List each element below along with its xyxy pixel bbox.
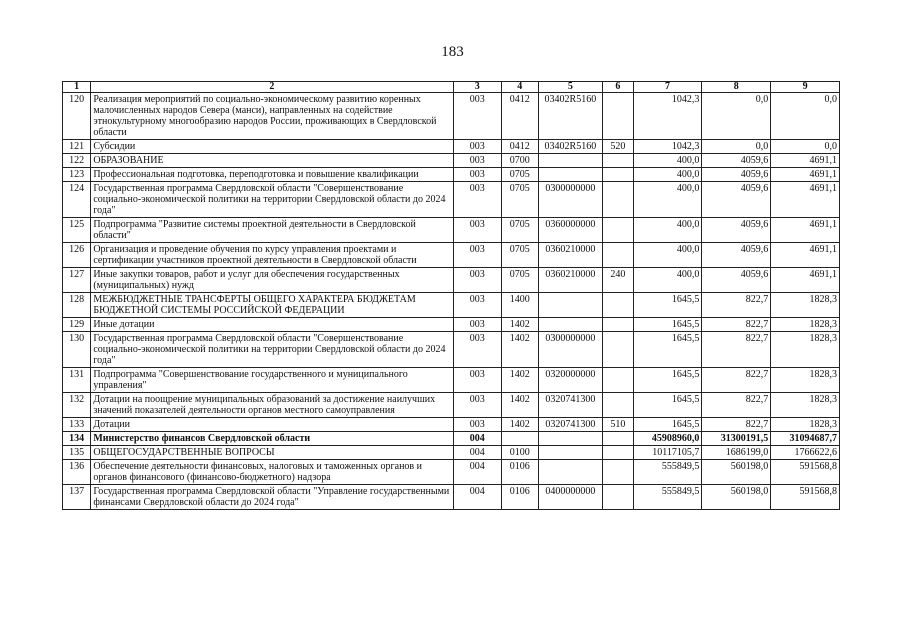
row-name-cell: ОБРАЗОВАНИЕ [91, 154, 453, 168]
amount-2023-cell: 822,7 [702, 418, 771, 432]
amount-2024-cell: 591568,8 [771, 460, 840, 485]
table-body [63, 93, 840, 510]
expense-type-cell [603, 393, 633, 418]
column-header: 1 [63, 82, 91, 93]
section-code-cell: 0100 [502, 446, 538, 460]
amount-2024-cell: 4691,1 [771, 218, 840, 243]
row-number-cell: 136 [63, 460, 91, 485]
row-number-cell: 134 [63, 432, 91, 446]
amount-2023-cell: 4059,6 [702, 268, 771, 293]
column-header: 8 [702, 82, 771, 93]
target-article-cell: 0320741300 [538, 393, 603, 418]
expense-type-cell [603, 293, 633, 318]
row-name-cell: Субсидии [91, 140, 453, 154]
expense-type-cell [603, 432, 633, 446]
amount-2023-cell: 31300191,5 [702, 432, 771, 446]
amount-2023-cell: 560198,0 [702, 485, 771, 510]
ministry-code-cell: 003 [453, 140, 502, 154]
amount-2023-cell: 4059,6 [702, 218, 771, 243]
expense-type-cell: 520 [603, 140, 633, 154]
target-article-cell [538, 432, 603, 446]
target-article-cell: 0400000000 [538, 485, 603, 510]
row-name-cell: Дотации [91, 418, 453, 432]
ministry-code-cell: 003 [453, 218, 502, 243]
ministry-code-cell: 004 [453, 485, 502, 510]
amount-2024-cell: 1828,3 [771, 393, 840, 418]
amount-2022-cell: 400,0 [633, 154, 702, 168]
amount-2023-cell: 4059,6 [702, 182, 771, 218]
target-article-cell: 0320000000 [538, 368, 603, 393]
target-article-cell [538, 168, 603, 182]
row-name-cell: МЕЖБЮДЖЕТНЫЕ ТРАНСФЕРТЫ ОБЩЕГО ХАРАКТЕРА БЮДЖЕТАМ БЮДЖЕТНОЙ СИСТЕМЫ РОССИЙСКОЙ ФЕДЕРАЦИИ [91, 293, 453, 318]
amount-2024-cell: 1828,3 [771, 332, 840, 368]
row-name-cell: Государственная программа Свердловской области "Совершенствование социально-экономической политики на территории Свердловской области до 2024 года" [91, 182, 453, 218]
amount-2023-cell: 4059,6 [702, 154, 771, 168]
amount-2024-cell: 591568,8 [771, 485, 840, 510]
expense-type-cell [603, 446, 633, 460]
section-code-cell: 0412 [502, 140, 538, 154]
amount-2022-cell: 555849,5 [633, 460, 702, 485]
section-code-cell: 1402 [502, 418, 538, 432]
column-header: 4 [502, 82, 538, 93]
row-number-cell: 132 [63, 393, 91, 418]
amount-2023-cell: 4059,6 [702, 168, 771, 182]
ministry-code-cell: 004 [453, 460, 502, 485]
amount-2024-cell: 4691,1 [771, 243, 840, 268]
target-article-cell: 0360210000 [538, 268, 603, 293]
target-article-cell [538, 154, 603, 168]
row-name-cell: Организация и проведение обучения по курсу управления проектами и сертификации участников проектной деятельности в Свердловской области [91, 243, 453, 268]
expense-type-cell [603, 332, 633, 368]
row-number-cell: 135 [63, 446, 91, 460]
ministry-code-cell: 003 [453, 293, 502, 318]
column-header: 6 [603, 82, 633, 93]
amount-2024-cell: 1766622,6 [771, 446, 840, 460]
table-row [63, 393, 840, 418]
amount-2023-cell: 560198,0 [702, 460, 771, 485]
amount-2024-cell: 0,0 [771, 140, 840, 154]
row-number-cell: 131 [63, 368, 91, 393]
amount-2023-cell: 4059,6 [702, 243, 771, 268]
table-row [63, 293, 840, 318]
ministry-code-cell: 003 [453, 243, 502, 268]
row-name-cell: Дотации на поощрение муниципальных образований за достижение наилучших значений показателей деятельности органов местного самоуправления [91, 393, 453, 418]
section-code-cell: 0106 [502, 485, 538, 510]
row-number-cell: 137 [63, 485, 91, 510]
amount-2023-cell: 822,7 [702, 293, 771, 318]
row-number-cell: 126 [63, 243, 91, 268]
target-article-cell [538, 460, 603, 485]
amount-2022-cell: 1042,3 [633, 93, 702, 140]
amount-2022-cell: 1645,5 [633, 368, 702, 393]
table-row [63, 218, 840, 243]
row-number-cell: 128 [63, 293, 91, 318]
amount-2023-cell: 0,0 [702, 93, 771, 140]
amount-2024-cell: 1828,3 [771, 418, 840, 432]
amount-2024-cell: 0,0 [771, 93, 840, 140]
page-number: 183 [441, 44, 464, 60]
amount-2023-cell: 822,7 [702, 393, 771, 418]
target-article-cell: 0360000000 [538, 218, 603, 243]
target-article-cell: 03402R5160 [538, 93, 603, 140]
table-row [63, 93, 840, 140]
amount-2024-cell: 1828,3 [771, 368, 840, 393]
amount-2023-cell: 0,0 [702, 140, 771, 154]
expense-type-cell [603, 318, 633, 332]
row-name-cell: Обеспечение деятельности финансовых, налоговых и таможенных органов и органов финансового (финансово-бюджетного) надзора [91, 460, 453, 485]
row-name-cell: Подпрограмма "Развитие системы проектной деятельности в Свердловской области" [91, 218, 453, 243]
row-number-cell: 124 [63, 182, 91, 218]
column-header: 7 [633, 82, 702, 93]
section-code-cell: 0705 [502, 168, 538, 182]
ministry-code-cell: 003 [453, 332, 502, 368]
table-row [63, 485, 840, 510]
expense-type-cell: 510 [603, 418, 633, 432]
table-row [63, 332, 840, 368]
amount-2022-cell: 1645,5 [633, 293, 702, 318]
row-name-cell: Иные закупки товаров, работ и услуг для обеспечения государственных (муниципальных) нужд [91, 268, 453, 293]
amount-2022-cell: 1042,3 [633, 140, 702, 154]
amount-2024-cell: 1828,3 [771, 318, 840, 332]
row-number-cell: 130 [63, 332, 91, 368]
amount-2022-cell: 1645,5 [633, 332, 702, 368]
expense-type-cell [603, 218, 633, 243]
section-code-cell: 1400 [502, 293, 538, 318]
column-header: 2 [91, 82, 453, 93]
table-row [63, 318, 840, 332]
amount-2023-cell: 1686199,0 [702, 446, 771, 460]
section-code-cell: 1402 [502, 368, 538, 393]
table-row [63, 368, 840, 393]
table-row [63, 432, 840, 446]
table-row [63, 460, 840, 485]
amount-2024-cell: 4691,1 [771, 268, 840, 293]
expense-type-cell [603, 368, 633, 393]
amount-2022-cell: 1645,5 [633, 318, 702, 332]
ministry-code-cell: 004 [453, 446, 502, 460]
column-header: 5 [538, 82, 603, 93]
amount-2022-cell: 45908960,0 [633, 432, 702, 446]
section-code-cell: 1402 [502, 318, 538, 332]
amount-2022-cell: 1645,5 [633, 418, 702, 432]
section-code-cell [502, 432, 538, 446]
column-header: 3 [453, 82, 502, 93]
amount-2022-cell: 400,0 [633, 268, 702, 293]
table-row [63, 268, 840, 293]
expense-type-cell [603, 460, 633, 485]
row-number-cell: 122 [63, 154, 91, 168]
table-header-row [63, 82, 840, 93]
expense-type-cell [603, 93, 633, 140]
row-number-cell: 129 [63, 318, 91, 332]
table-row [63, 168, 840, 182]
amount-2022-cell: 400,0 [633, 218, 702, 243]
target-article-cell [538, 446, 603, 460]
table-row [63, 446, 840, 460]
row-name-cell: Иные дотации [91, 318, 453, 332]
ministry-code-cell: 003 [453, 393, 502, 418]
table-row [63, 418, 840, 432]
target-article-cell: 03402R5160 [538, 140, 603, 154]
row-name-cell: Подпрограмма "Совершенствование государственного и муниципального управления" [91, 368, 453, 393]
row-number-cell: 125 [63, 218, 91, 243]
amount-2022-cell: 400,0 [633, 243, 702, 268]
amount-2024-cell: 1828,3 [771, 293, 840, 318]
table-row [63, 243, 840, 268]
target-article-cell: 0320741300 [538, 418, 603, 432]
row-name-cell: Министерство финансов Свердловской области [91, 432, 453, 446]
section-code-cell: 0700 [502, 154, 538, 168]
amount-2022-cell: 555849,5 [633, 485, 702, 510]
row-number-cell: 133 [63, 418, 91, 432]
expense-type-cell [603, 485, 633, 510]
ministry-code-cell: 003 [453, 182, 502, 218]
expense-type-cell: 240 [603, 268, 633, 293]
amount-2024-cell: 4691,1 [771, 154, 840, 168]
expense-type-cell [603, 182, 633, 218]
amount-2024-cell: 4691,1 [771, 168, 840, 182]
section-code-cell: 0106 [502, 460, 538, 485]
ministry-code-cell: 003 [453, 318, 502, 332]
expense-type-cell [603, 243, 633, 268]
row-number-cell: 121 [63, 140, 91, 154]
section-code-cell: 1402 [502, 332, 538, 368]
row-name-cell: Государственная программа Свердловской области "Совершенствование социально-экономической политики на территории Свердловской области до 2024 года" [91, 332, 453, 368]
section-code-cell: 0705 [502, 268, 538, 293]
row-name-cell: ОБЩЕГОСУДАРСТВЕННЫЕ ВОПРОСЫ [91, 446, 453, 460]
ministry-code-cell: 003 [453, 93, 502, 140]
section-code-cell: 0412 [502, 93, 538, 140]
target-article-cell [538, 293, 603, 318]
ministry-code-cell: 003 [453, 268, 502, 293]
amount-2022-cell: 400,0 [633, 182, 702, 218]
amount-2023-cell: 822,7 [702, 318, 771, 332]
row-name-cell: Профессиональная подготовка, переподготовка и повышение квалификации [91, 168, 453, 182]
amount-2022-cell: 10117105,7 [633, 446, 702, 460]
row-name-cell: Реализация мероприятий по социально-экономическому развитию коренных малочисленных народов Севера (манси), направленных на содействие этнокультурному многообразию народов России, проживающих в Свердловской области [91, 93, 453, 140]
target-article-cell [538, 318, 603, 332]
expense-type-cell [603, 168, 633, 182]
amount-2023-cell: 822,7 [702, 368, 771, 393]
amount-2024-cell: 4691,1 [771, 182, 840, 218]
target-article-cell: 0300000000 [538, 182, 603, 218]
budget-table [62, 81, 840, 510]
row-number-cell: 123 [63, 168, 91, 182]
target-article-cell: 0300000000 [538, 332, 603, 368]
table-row [63, 182, 840, 218]
amount-2022-cell: 400,0 [633, 168, 702, 182]
section-code-cell: 0705 [502, 218, 538, 243]
ministry-code-cell: 003 [453, 418, 502, 432]
ministry-code-cell: 003 [453, 368, 502, 393]
section-code-cell: 0705 [502, 182, 538, 218]
expense-type-cell [603, 154, 633, 168]
table-row [63, 154, 840, 168]
row-number-cell: 127 [63, 268, 91, 293]
row-name-cell: Государственная программа Свердловской области "Управление государственными финансами Свердловской области до 2024 года" [91, 485, 453, 510]
row-number-cell: 120 [63, 93, 91, 140]
section-code-cell: 1402 [502, 393, 538, 418]
ministry-code-cell: 003 [453, 154, 502, 168]
amount-2022-cell: 1645,5 [633, 393, 702, 418]
section-code-cell: 0705 [502, 243, 538, 268]
target-article-cell: 0360210000 [538, 243, 603, 268]
amount-2024-cell: 31094687,7 [771, 432, 840, 446]
table-row [63, 140, 840, 154]
column-header: 9 [771, 82, 840, 93]
ministry-code-cell: 004 [453, 432, 502, 446]
amount-2023-cell: 822,7 [702, 332, 771, 368]
ministry-code-cell: 003 [453, 168, 502, 182]
